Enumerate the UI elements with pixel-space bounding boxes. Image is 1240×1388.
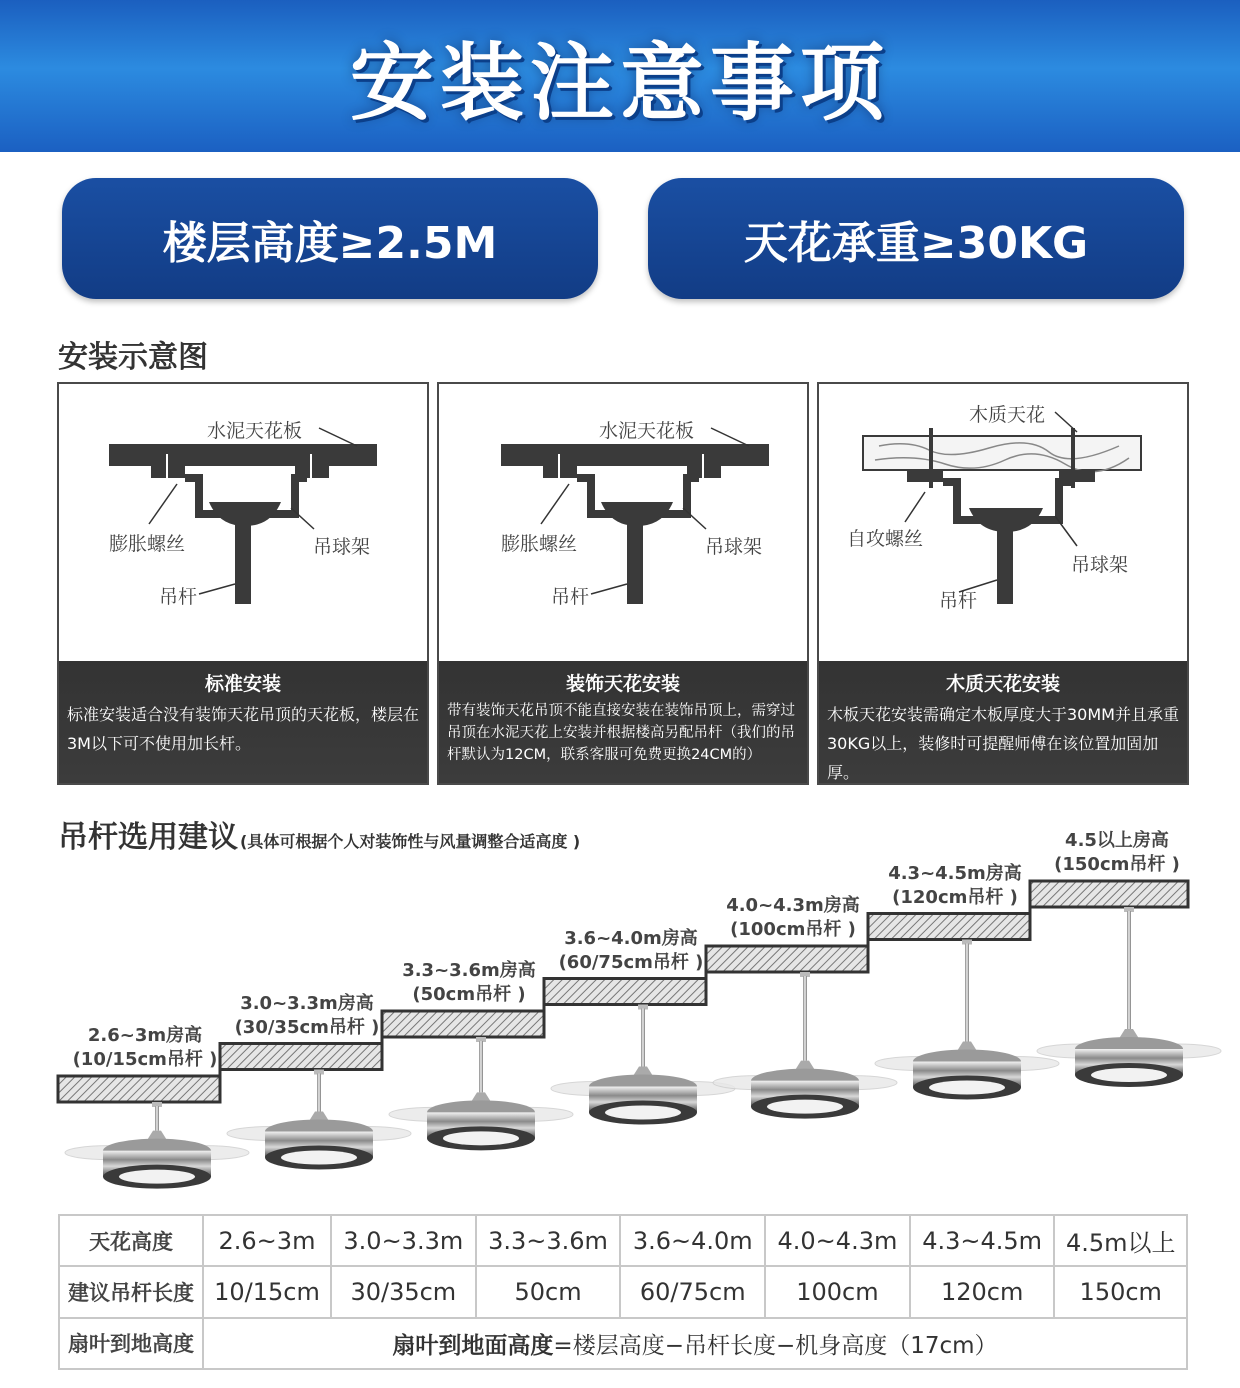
table-head-blade-height: 扇叶到地高度: [59, 1318, 203, 1369]
rod-step-caption: [874, 862, 1036, 910]
ceiling-load-requirement: 天花承重≥30KG: [648, 178, 1184, 299]
room-height-label: 4.3~4.5m房高: [888, 862, 1022, 884]
formula-label: 扇叶到地面高度: [392, 1332, 554, 1359]
table-cell: 60/75cm: [620, 1266, 765, 1317]
ceiling-slab: [868, 914, 1030, 940]
fan-light: [119, 1170, 195, 1184]
table-cell: 4.0~4.3m: [765, 1215, 910, 1266]
rod-length-label: (120cm吊杆 ): [892, 886, 1018, 908]
fan-light: [767, 1100, 843, 1114]
fan-light: [281, 1151, 357, 1165]
downrod: [155, 1106, 159, 1131]
ceiling-slab: [1030, 881, 1188, 907]
panel-title: 木质天花安装: [945, 673, 1060, 695]
table-cell: 3.6~4.0m: [620, 1215, 765, 1266]
rod-step-caption: [388, 959, 550, 1007]
rod-spec-table: [58, 1214, 1188, 1370]
rod-label: 吊杆: [159, 586, 198, 608]
diagram-section-title: 安装示意图: [58, 340, 208, 375]
table-row-ceiling-height: [59, 1215, 1187, 1266]
rod-section-subtitle: (具体可根据个人对装饰性与风量调整合适高度 ): [240, 832, 581, 851]
room-height-label: 3.0~3.3m房高: [240, 992, 374, 1014]
downrod: [965, 944, 969, 1042]
bracket-label: 吊球架: [1071, 554, 1129, 576]
room-height-label: 4.0~4.3m房高: [726, 895, 860, 916]
room-height-label: 3.3~3.6m房高: [402, 960, 536, 981]
rod-label: 吊杆: [551, 586, 590, 608]
downrod: [1127, 911, 1131, 1029]
room-height-label: 2.6~3m房高: [87, 1025, 203, 1046]
table-cell: 30/35cm: [331, 1266, 476, 1317]
install-panel-decorative: [437, 382, 809, 785]
table-cell: 4.5m以上: [1054, 1215, 1187, 1266]
table-cell: 3.3~3.6m: [476, 1215, 621, 1266]
ceiling-slab: [544, 979, 706, 1005]
table-row-rod-length: [59, 1266, 1187, 1317]
ceiling-label: 水泥天花板: [207, 420, 303, 442]
downrod: [479, 1041, 483, 1092]
fan-light: [1091, 1068, 1167, 1082]
panel-title: 标准安装: [204, 673, 281, 695]
bracket-label: 吊球架: [705, 536, 763, 558]
fan-light: [605, 1106, 681, 1120]
downrod: [317, 1074, 321, 1112]
table-cell: 3.0~3.3m: [331, 1215, 476, 1266]
table-cell: 50cm: [476, 1266, 621, 1317]
rod-step-caption: [226, 992, 388, 1040]
page-title: 安装注意事项: [349, 32, 890, 132]
ceiling-label: 木质天花: [969, 404, 1046, 426]
bracket-label: 吊球架: [313, 536, 371, 558]
ceiling-slab: [706, 946, 868, 972]
rod-length-label: (50cm吊杆 ): [412, 984, 526, 1005]
panel-description: 木板天花安装需确定木板厚度大于30MM并且承重30KG以上，装修时可提醒师傅在该位置加固加厚。: [827, 705, 1179, 782]
fan-light: [929, 1081, 1005, 1095]
table-cell: 2.6~3m: [203, 1215, 331, 1266]
rod-label: 吊杆: [939, 590, 978, 612]
ceiling-slab: [220, 1044, 382, 1070]
rod-section-heading: 吊杆选用建议: [58, 820, 238, 855]
downrod: [803, 976, 807, 1061]
rod-step-caption: [550, 927, 712, 975]
install-panel-standard: [57, 382, 429, 785]
table-cell: 150cm: [1054, 1266, 1187, 1317]
rod-step-caption: [1036, 829, 1198, 877]
table-cell: 10/15cm: [203, 1266, 331, 1317]
table-head-ceiling-height: 天花高度: [59, 1215, 203, 1266]
screw-label: 自攻螺丝: [847, 528, 924, 550]
formula-expression: =楼层高度−吊杆长度−机身高度（17cm）: [553, 1332, 998, 1359]
rod-step-caption: [712, 894, 874, 942]
rod-step-caption: [64, 1024, 226, 1072]
install-panel-wood: [817, 382, 1189, 785]
ceiling-label: 水泥天花板: [599, 420, 695, 442]
screw-label: 膨胀螺丝: [501, 533, 578, 555]
panel-footer: [819, 661, 1187, 783]
rod-length-label: (60/75cm吊杆 ): [558, 951, 704, 973]
table-cell: 4.3~4.5m: [910, 1215, 1055, 1266]
rod-length-label: (150cm吊杆 ): [1054, 854, 1180, 875]
panel-description: 带有装饰天花吊顶不能直接安装在装饰吊顶上，需穿过吊顶在水泥天花上安装并根据楼高另配吊杆（我们的吊杆默认为12CM，联系客服可免费更换24CM的）: [447, 703, 795, 763]
ceiling-slab: [382, 1011, 544, 1037]
panel-description: 标准安装适合没有装饰天花吊顶的天花板，楼层在3M以下可不使用加长杆。: [67, 705, 420, 753]
table-head-rod-length: 建议吊杆长度: [59, 1266, 203, 1317]
rod-length-label: (100cm吊杆 ): [730, 919, 856, 940]
room-height-label: 3.6~4.0m房高: [564, 927, 698, 949]
floor-height-requirement: 楼层高度≥2.5M: [62, 178, 598, 299]
panel-footer: [59, 661, 427, 783]
panel-title: 装饰天花安装: [565, 673, 680, 695]
panel-footer: [439, 661, 807, 783]
rod-length-label: (10/15cm吊杆 ): [72, 1049, 218, 1070]
table-cell: 120cm: [910, 1266, 1055, 1317]
blade-height-formula: [203, 1318, 1187, 1369]
table-row-blade-height: [59, 1318, 1187, 1369]
rod-length-label: (30/35cm吊杆 ): [234, 1016, 380, 1038]
ceiling-slab: [58, 1076, 220, 1102]
screw-label: 膨胀螺丝: [109, 533, 186, 555]
table-cell: 100cm: [765, 1266, 910, 1317]
header-banner: [0, 0, 1240, 152]
room-height-label: 4.5以上房高: [1065, 830, 1169, 851]
fan-light: [443, 1131, 519, 1145]
downrod: [641, 1009, 645, 1067]
rod-staircase-illustration: [0, 820, 1240, 1220]
